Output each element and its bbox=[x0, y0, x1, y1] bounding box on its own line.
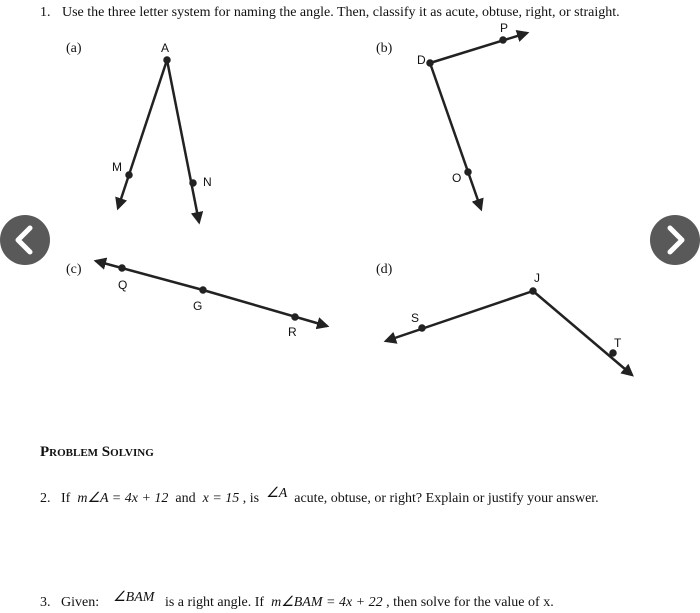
point-T: T bbox=[614, 336, 622, 350]
point-M: M bbox=[112, 160, 122, 174]
point-D: D bbox=[417, 53, 426, 67]
next-button[interactable] bbox=[650, 215, 700, 265]
chevron-left-icon bbox=[0, 215, 50, 265]
q3-number: 3. bbox=[40, 595, 51, 610]
q2-angle: ∠A bbox=[266, 486, 288, 501]
q2-and: and bbox=[175, 491, 196, 506]
q3-rest: , then solve for the value of x. bbox=[386, 595, 554, 610]
point-J: J bbox=[534, 271, 540, 285]
figure-b-angle bbox=[428, 33, 528, 209]
figure-a-angle bbox=[118, 58, 199, 223]
figure-d-label: (d) bbox=[376, 262, 393, 277]
q3-angle: ∠BAM bbox=[113, 590, 155, 605]
q2-number: 2. bbox=[40, 491, 51, 506]
figure-c-label: (c) bbox=[66, 262, 82, 277]
point-Q: Q bbox=[118, 278, 128, 292]
point-N: N bbox=[203, 175, 212, 189]
q3 bbox=[40, 590, 554, 611]
q2-expr2: x = 15 bbox=[202, 491, 240, 506]
q1-text: Use the three letter system for naming the angle. Then, classify it as acute, obtuse, right, or straight. bbox=[62, 5, 620, 20]
point-S: S bbox=[411, 311, 420, 325]
point-P: P bbox=[500, 21, 509, 35]
previous-button[interactable] bbox=[0, 215, 50, 265]
q2-if: If bbox=[61, 491, 71, 506]
q3-mid: is a right angle. If bbox=[164, 595, 265, 610]
figure-c-angle bbox=[96, 261, 327, 326]
point-O: O bbox=[452, 171, 462, 185]
section-title: Problem Solving bbox=[40, 444, 154, 460]
q2-is: , is bbox=[242, 491, 260, 506]
figure-b-label: (b) bbox=[376, 41, 393, 56]
figure-a-label: (a) bbox=[66, 41, 82, 56]
point-G: G bbox=[193, 299, 203, 313]
q2 bbox=[40, 486, 599, 507]
q2-expr1: m∠A = 4x + 12 bbox=[77, 491, 169, 506]
q1-number: 1. bbox=[40, 5, 51, 20]
figure-d-angle bbox=[386, 289, 632, 376]
point-R: R bbox=[288, 325, 297, 339]
q2-rest: acute, obtuse, or right? Explain or justify your answer. bbox=[294, 491, 599, 506]
q3-given: Given: bbox=[61, 595, 100, 610]
point-A: A bbox=[161, 41, 170, 55]
q3-expr: m∠BAM = 4x + 22 bbox=[271, 595, 383, 610]
chevron-right-icon bbox=[650, 215, 700, 265]
